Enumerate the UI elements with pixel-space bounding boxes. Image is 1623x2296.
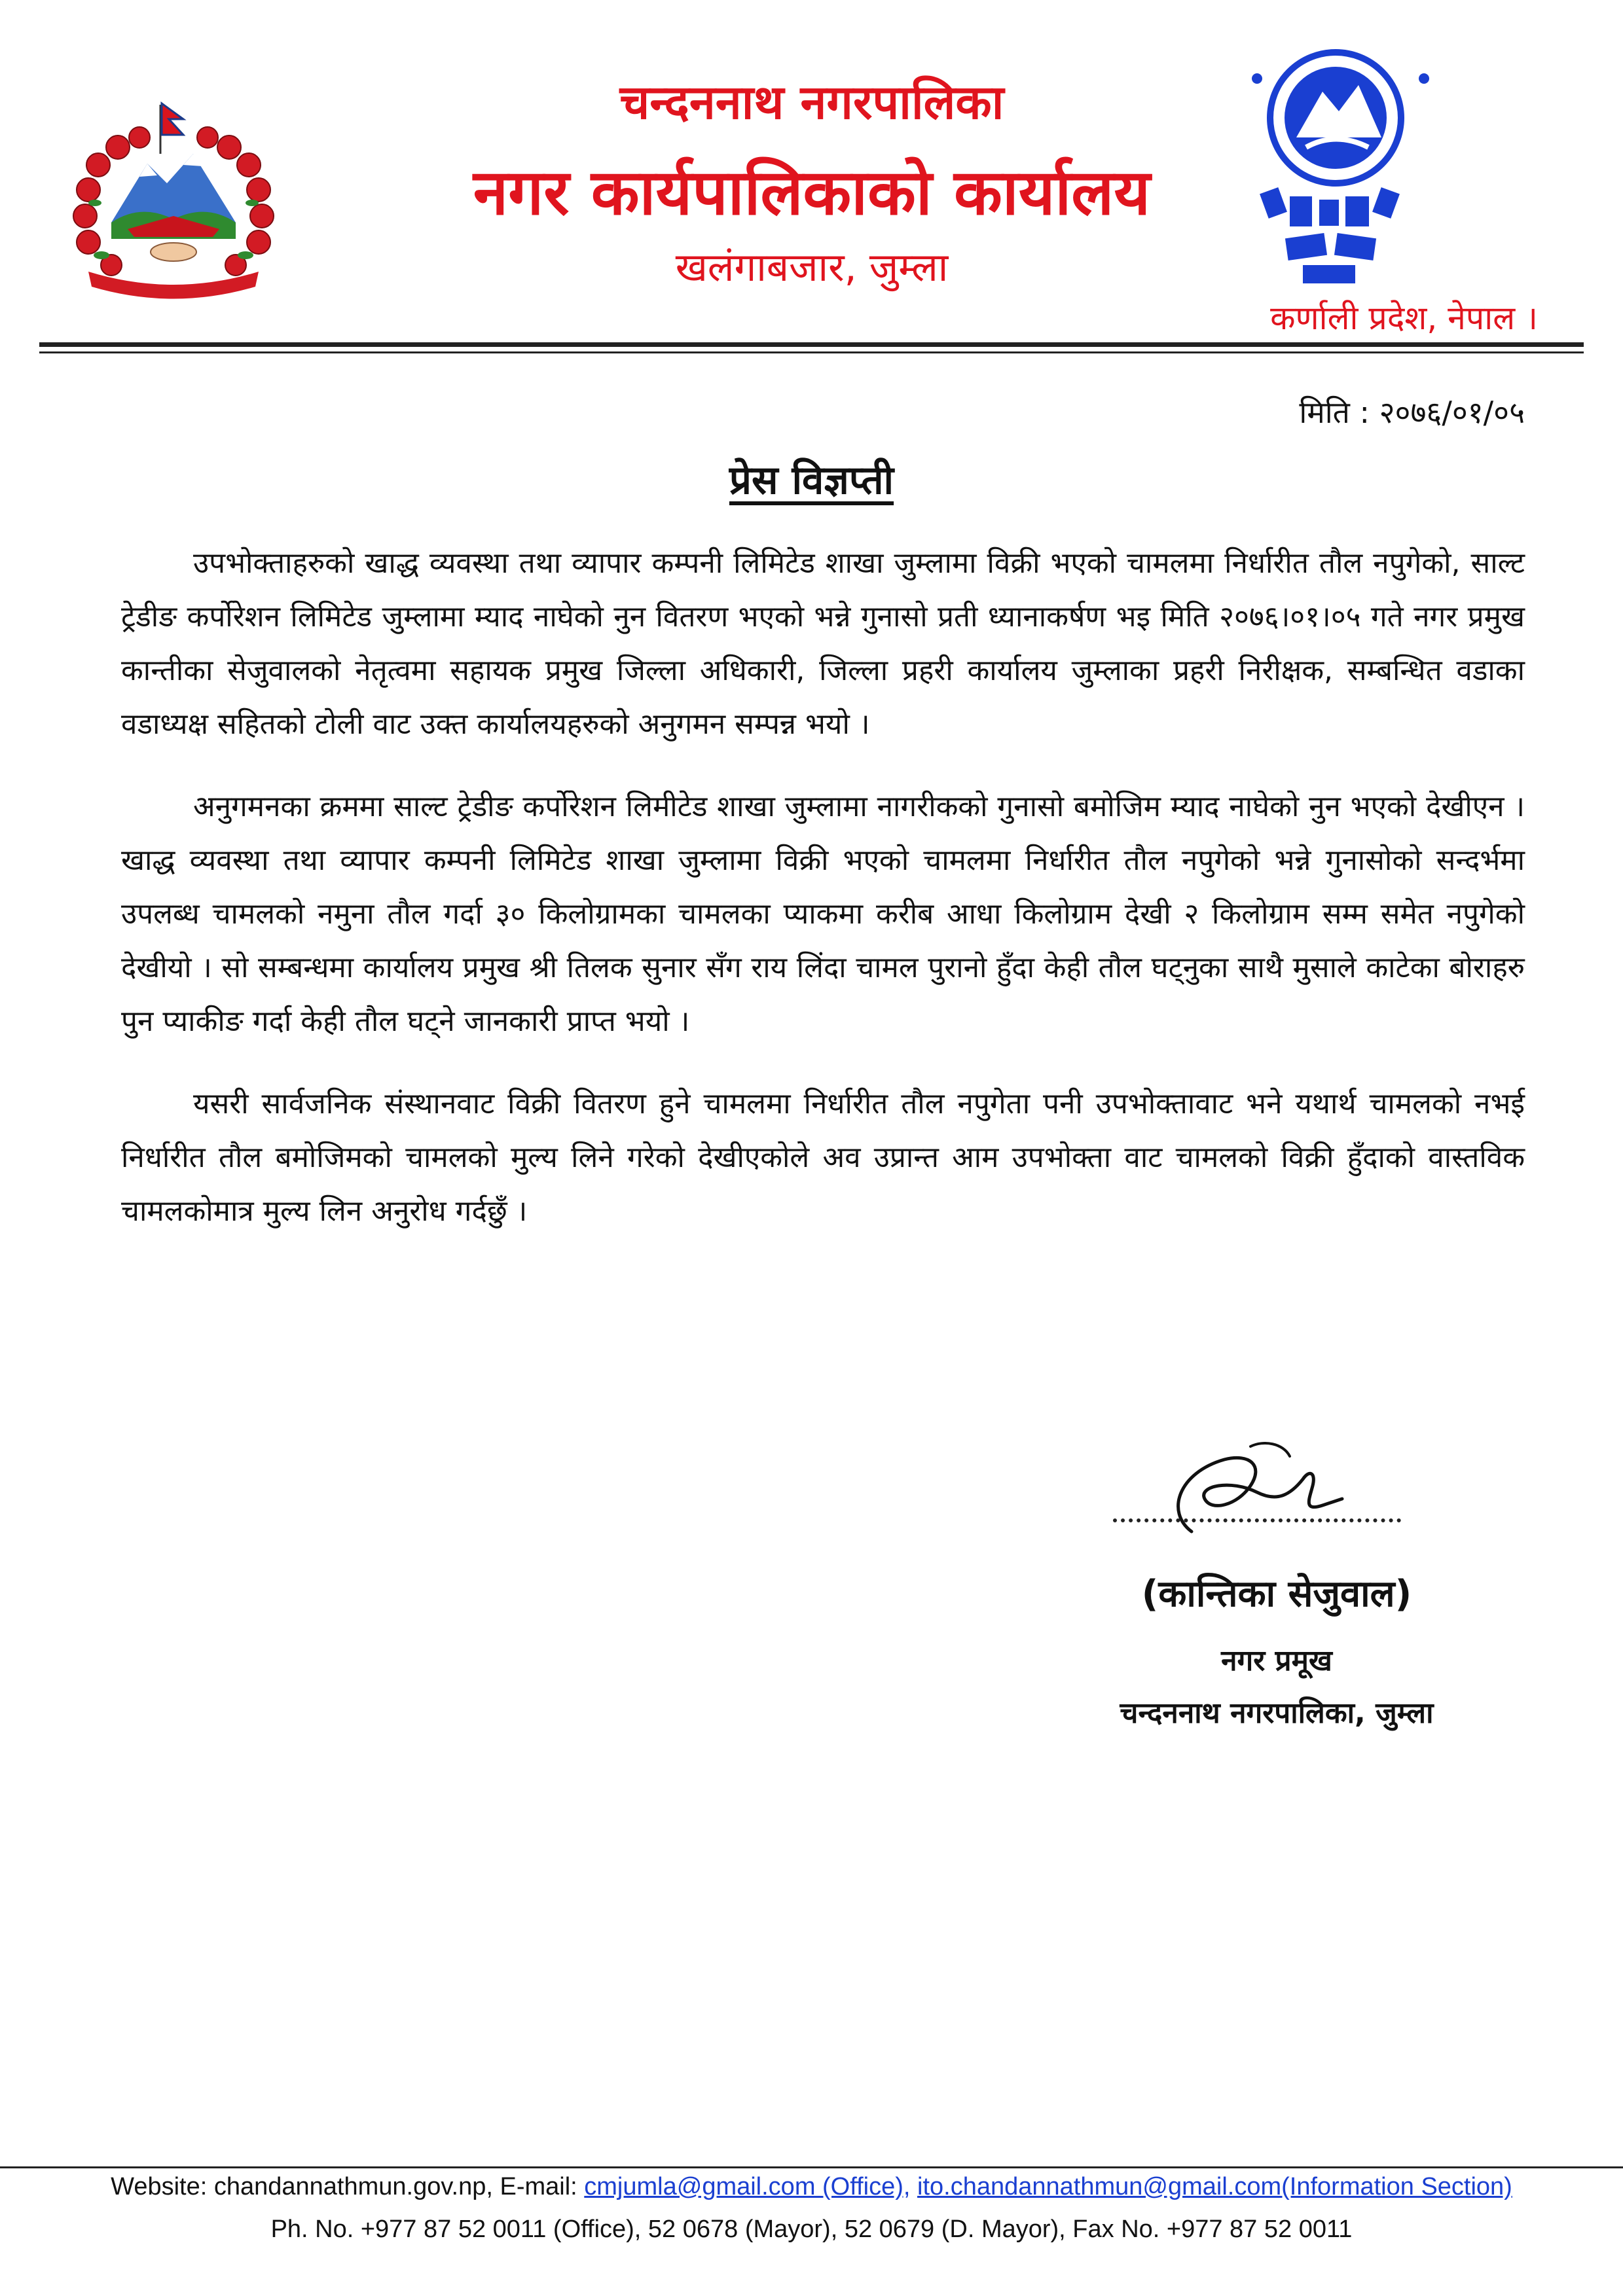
signatory-name: (कान्तिका सेजुवाल) [1141, 1573, 1412, 1615]
nepal-government-emblem-icon [62, 92, 285, 301]
document-body [121, 537, 1525, 1267]
info-email-link[interactable]: ito.chandannathmun@gmail.com(Information Section) [917, 2173, 1512, 2200]
signatory-designation: नगर प्रमूख [1221, 1644, 1332, 1677]
document-date: मिति : २०७६/०१/०५ [1299, 395, 1525, 430]
footer-website: Website: chandannathmun.gov.np, E-mail: [111, 2173, 585, 2200]
office-address: खलंगाबजार, जुम्ला [675, 245, 949, 291]
header-divider-thick [39, 342, 1584, 347]
office-name: नगर कार्यपालिकाको कार्यालय [473, 156, 1151, 229]
office-email-link[interactable]: cmjumla@gmail.com (Office), [584, 2173, 911, 2200]
signatory-organization: चन्दननाथ नगरपालिका, जुम्ला [1120, 1696, 1434, 1730]
municipality-name: चन्दननाथ नगरपालिका [619, 75, 1004, 130]
body-paragraph: अनुगमनका क्रममा साल्ट ट्रेडीङ कर्पोरेशन लिमीटेड शाखा जुम्लामा नागरीकको गुनासो बमोजिम म्याद नाघेको नुन भएको देखीएन । खाद्ध व्यवस्था तथा व्यापार कम्पनी लिमिटेड शाखा जुम्लामा विक्री भएको चामलमा निर्धारीत तौल नपुगेको भन्ने गुनासोको सन्दर्भमा उपलब्ध चामलको नमुना तौल गर्दा ३० किलोग्रामका चामलका प्याकमा करीब आधा किलोग्राम देखी २ किलोग्राम सम्म समेत नपुगेको देखीयो । सो सम्बन्धमा कार्यालय प्रमुख श्री तिलक सुनार सँग राय लिंदा चामल पुरानो हुँदा केही तौल घट्नुका साथै मुसाले काटेका बोराहरु पुन प्याकीङ गर्दा केही तौल घट्ने जानकारी प्राप्त भयो । [121, 790, 1525, 1038]
body-paragraph: उपभोक्ताहरुको खाद्ध व्यवस्था तथा व्यापार कम्पनी लिमिटेड शाखा जुम्लामा विक्री भएको चामलमा निर्धारीत तौल नपुगेको, साल्ट ट्रेडीङ कर्पोरेशन लिमिटेड जुम्लामा म्याद नाघेको नुन वितरण भएको भन्ने गुनासो प्रती ध्यानाकर्षण भइ मिति २०७६।०१।०५ गते नगर प्रमुख कान्तीका सेजुवालको नेतृत्वमा सहायक प्रमुख जिल्ला अधिकारी, जिल्ला प्रहरी कार्यालय जुम्लाका प्रहरी निरीक्षक, सम्बन्धित वडाका वडाध्यक्ष सहितको टोली वाट उक्त कार्यालयहरुको अनुगमन सम्पन्न भयो । [121, 547, 1525, 741]
handwritten-signature-icon [1152, 1433, 1349, 1558]
signature-line [1113, 1518, 1401, 1522]
municipality-seal-logo-icon [1224, 39, 1460, 314]
footer-divider [0, 2166, 1623, 2168]
header-divider-thin [39, 351, 1584, 353]
footer-phone-line: Ph. No. +977 87 52 0011 (Office), 52 0678 (Mayor), 52 0679 (D. Mayor), Fax No. +977 87 52 0011 [270, 2215, 1353, 2243]
footer-contact-line [0, 2173, 1623, 2201]
document-title: प्रेस विज्ञप्ती [729, 457, 894, 503]
province-text: कर्णाली प्रदेश, नेपाल । [1270, 299, 1538, 337]
body-paragraph: यसरी सार्वजनिक संस्थानवाट विक्री वितरण हुने चामलमा निर्धारीत तौल नपुगेता पनी उपभोक्तावाट भने यथार्थ चामलको नभई निर्धारीत तौल बमोजिमको चामलको मुल्य लिने गरेको देखीएकोले अव उप्रान्त आम उपभोक्ता वाट चामलको विक्री हुँदाको वास्तविक चामलकोमात्र मुल्य लिन अनुरोध गर्दछुँ । [121, 1087, 1525, 1228]
